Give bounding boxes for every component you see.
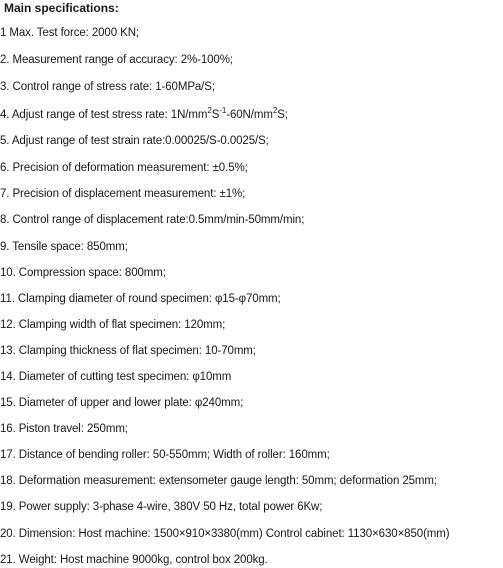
spec-item-tensile-space: 9. Tensile space: 850mm;	[0, 241, 128, 253]
spec-item-bending-roller: 17. Distance of bending roller: 50-550mm; Width of roller: 160mm;	[0, 449, 330, 461]
spec-item-deformation-measurement: 18. Deformation measurement: extensometer gauge length: 50mm; deformation 25mm;	[0, 475, 437, 487]
spec-item-4-mid-2: -60N/mm	[226, 109, 273, 121]
spec-item-round-specimen-diameter: 11. Clamping diameter of round specimen: φ15-φ70mm;	[0, 293, 281, 305]
spec-item-compression-space: 10. Compression space: 800mm;	[0, 267, 166, 279]
spec-item-strain-rate-adjust: 5. Adjust range of test strain rate:0.00025/S-0.0025/S;	[0, 135, 269, 147]
spec-item-flat-specimen-width: 12. Clamping width of flat specimen: 120mm;	[0, 319, 226, 331]
spec-item-stress-rate-control: 3. Control range of stress rate: 1-60MPa/S;	[0, 81, 215, 93]
spec-item-max-test-force: 1 Max. Test force: 2000 KN;	[0, 27, 139, 39]
spec-item-4-sup-1: 2	[207, 106, 212, 116]
spec-item-power-supply: 19. Power supply: 3-phase 4-wire, 380V 50 Hz, total power 6Kw;	[0, 501, 323, 513]
spec-item-4-sup-2: -1	[219, 106, 227, 116]
spec-item-displacement-precision: 7. Precision of displacement measurement: ±1%;	[0, 188, 246, 200]
spec-item-4-suffix: S;	[277, 109, 288, 121]
spec-item-deformation-precision: 6. Precision of deformation measurement: ±0.5%;	[0, 162, 248, 174]
spec-item-plate-diameter: 15. Diameter of upper and lower plate: φ240mm;	[0, 397, 244, 409]
spec-item-measurement-range: 2. Measurement range of accuracy: 2%-100%;	[0, 54, 233, 66]
spec-item-weight: 21. Weight: Host machine 9000kg, control box 200kg.	[0, 554, 268, 566]
spec-item-displacement-rate: 8. Control range of displacement rate:0.5mm/min-50mm/min;	[0, 214, 305, 226]
spec-item-4-mid-1: S	[211, 109, 220, 121]
spec-item-piston-travel: 16. Piston travel: 250mm;	[0, 423, 128, 435]
spec-item-flat-specimen-thickness: 13. Clamping thickness of flat specimen: 10-70mm;	[0, 345, 256, 357]
spec-item-dimension: 20. Dimension: Host machine: 1500×910×3380(mm) Control cabinet: 1130×630×850(mm)	[0, 528, 450, 540]
spec-item-4-sup-3: 2	[272, 106, 278, 116]
spec-item-cutting-specimen-diameter: 14. Diameter of cutting test specimen: φ10mm	[0, 371, 232, 383]
spec-item-4-prefix: 4. Adjust range of test stress rate: 1N/mm	[0, 109, 208, 121]
spec-item-stress-rate-adjust	[0, 108, 288, 122]
specifications-heading: Main specifications:	[4, 1, 119, 15]
